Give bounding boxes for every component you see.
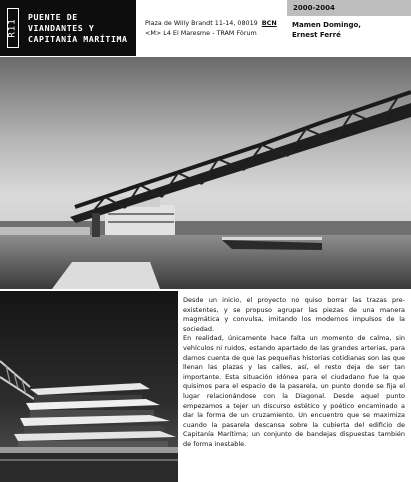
chapter-code: R11 <box>8 18 19 38</box>
title-line-2: VIANDANTES Y <box>28 23 95 33</box>
paragraph-2: En realidad, únicamente hace falta un momento de calma, sin vehículos ni ruidos, estando apartado de las grandes arterias, para darnos cuenta de que las pequeñas historias cotidianas son las que llenan las plazas y las calles, así, el resto deja de ser tan importante. Esta situación idónea para el ciudadano fue la que quisimos para el espacio de la pasarela, un punto donde se fija el lugar relacionándose con la Diagonal. Desde aquel punto empezamos a tejer un discurso estético y poético encaminado a dar la forma de un cruzamiento. Un encuentro que se maximiza cuando la pasarela descansa sobre la cubierta del edificio de Capitanía Marítima; un conjunto de bandejas dispuestas también de forma inestable. <box>183 334 405 448</box>
bcn-logo: BCN <box>261 19 277 27</box>
title-line-3: CAPITANÍA MARÍTIMA <box>28 34 128 44</box>
address-line-2: <M> L4 El Maresme - TRAM Fòrum <box>145 29 257 37</box>
years: 2000-2004 <box>293 4 335 12</box>
chapter-code-box <box>7 8 19 48</box>
address-line-1: Plaza de Willy Brandt 11-14, 08019 BCN <box>145 19 277 27</box>
bridge-photo-illustration <box>0 57 411 289</box>
building-photo-illustration <box>0 291 178 482</box>
authors <box>292 20 361 40</box>
title-block <box>0 0 136 56</box>
bridge-photo <box>0 57 411 289</box>
building-photo <box>0 291 178 482</box>
address-block <box>145 18 277 38</box>
author-line-1: Mamen Domingo, <box>292 21 361 29</box>
paragraph-1: Desde un inicio, el proyecto no quiso borrar las trazas pre-existentes, y se propuso agrupar las piezas de una manera magmática y convulsa, imitando los modernos impulsos de la sociedad. <box>183 296 405 333</box>
body-text <box>183 296 405 450</box>
title-line-1: PUENTE DE <box>28 12 78 22</box>
year-bar <box>287 0 411 16</box>
page-title <box>28 12 128 45</box>
author-line-2: Ernest Ferré <box>292 31 341 39</box>
